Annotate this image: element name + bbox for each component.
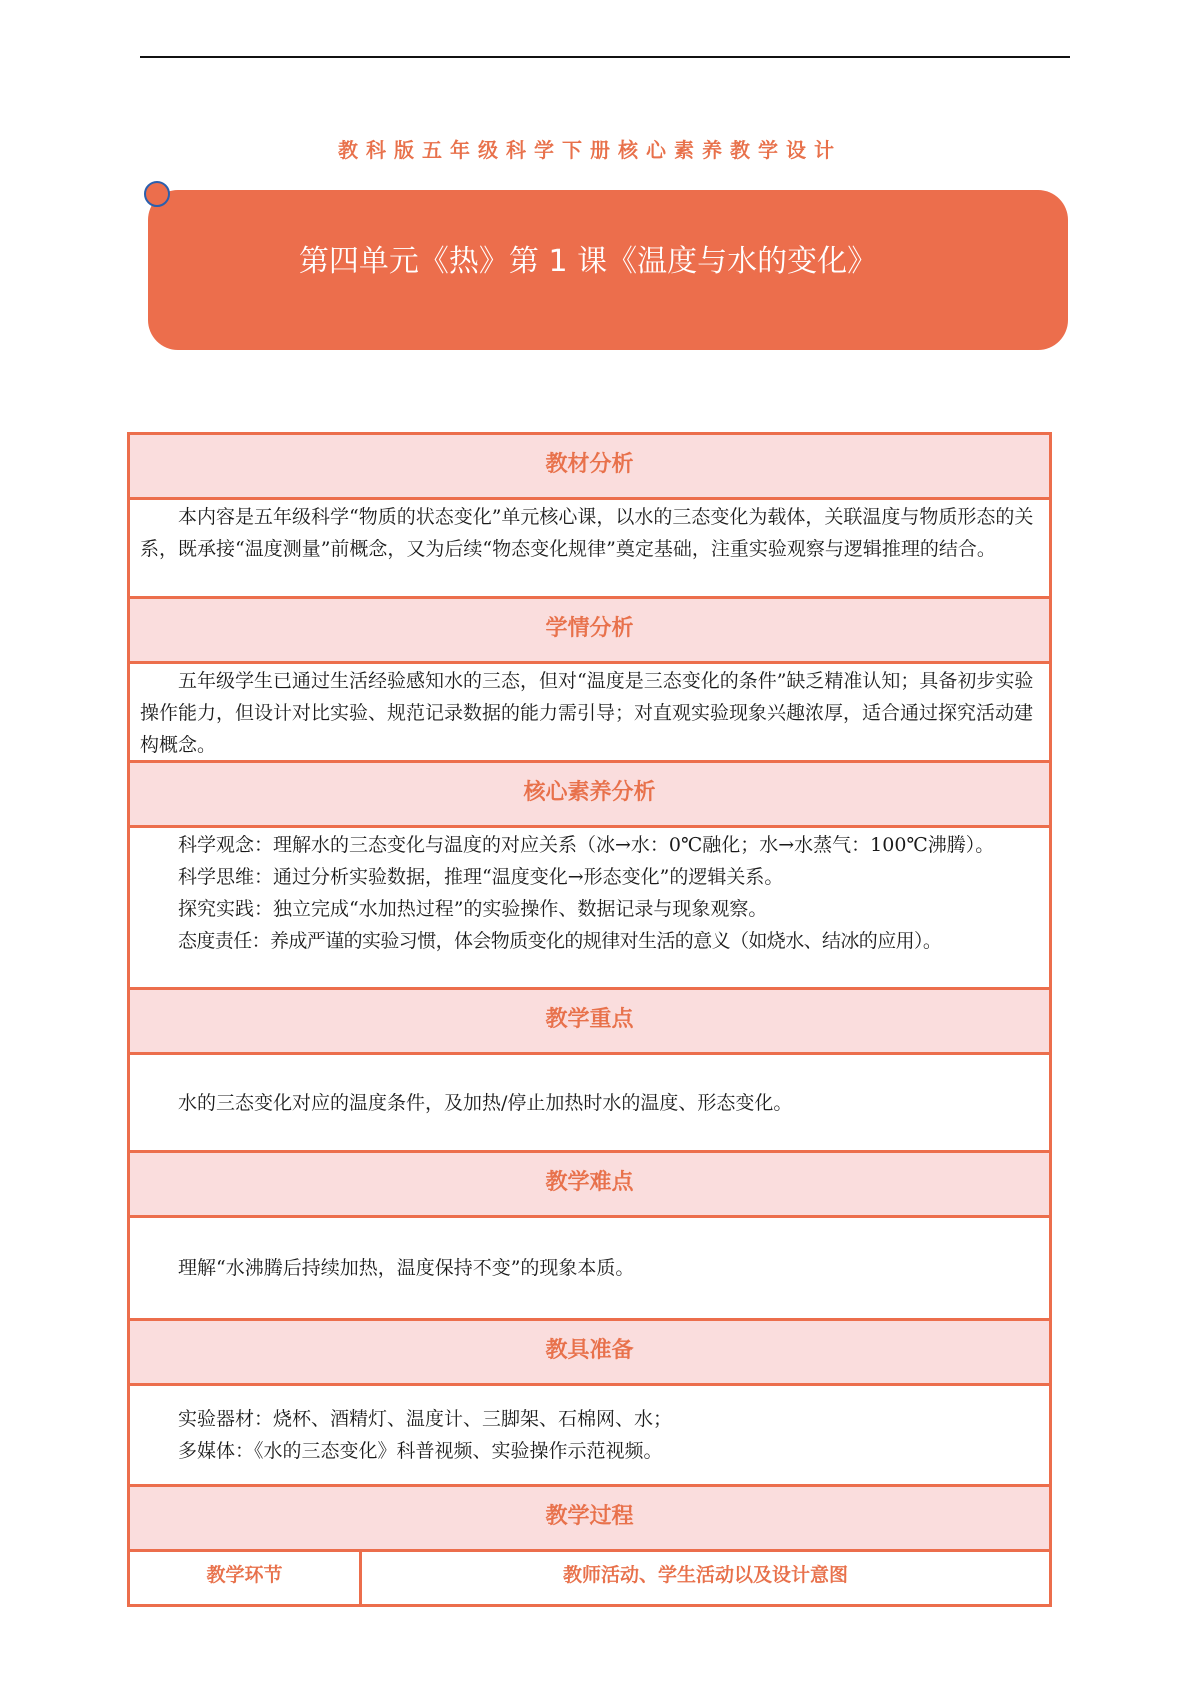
section-body-tools: [130, 1386, 1049, 1487]
top-rule: [140, 56, 1070, 58]
section-heading-tools: 教具准备: [130, 1321, 1049, 1386]
section-heading-literacy: 核心素养分析: [130, 763, 1049, 828]
paragraph: 科学观念：理解水的三态变化与温度的对应关系（冰→水：0℃融化；水→水蒸气：100℃沸腾）。: [178, 834, 995, 856]
banner-dot-decoration: [144, 181, 170, 207]
column-header-activities: 教师活动、学生活动以及设计意图: [562, 1564, 848, 1586]
section-body-difficulty: [130, 1218, 1049, 1321]
paragraph: 科学思维：通过分析实验数据，推理“温度变化→形态变化”的逻辑关系。: [178, 866, 784, 888]
lesson-plan-table: [127, 432, 1052, 1607]
lesson-title: 第四单元《热》第 1 课《温度与水的变化》: [298, 244, 878, 279]
section-body-students: [130, 664, 1049, 763]
paragraph: 本内容是五年级科学“物质的状态变化”单元核心课，以水的三态变化为载体，关联温度与物质形态的关系，既承接“温度测量”前概念，又为后续“物态变化规律”奠定基础，注重实验观察与逻辑推理的结合。: [140, 506, 1034, 560]
section-body-material: [130, 500, 1049, 599]
paragraph: 水的三态变化对应的温度条件，及加热/停止加热时水的温度、形态变化。: [178, 1091, 793, 1114]
paragraph: 探究实践：独立完成“水加热过程”的实验操作、数据记录与现象观察。: [178, 898, 768, 920]
column-header-stage: 教学环节: [130, 1552, 362, 1604]
section-heading-difficulty: 教学难点: [130, 1153, 1049, 1218]
paragraph: 五年级学生已通过生活经验感知水的三态，但对“温度是三态变化的条件”缺乏精准认知；具备初步实验操作能力，但设计对比实验、规范记录数据的能力需引导；对直观实验现象兴趣浓厚，适合通过探究活动建构概念。: [140, 670, 1034, 756]
section-body-literacy: [130, 828, 1049, 990]
document-header: 教科版五年级科学下册核心素养教学设计: [338, 138, 842, 162]
process-column-header-row: [130, 1552, 1049, 1604]
section-heading-material: 教材分析: [130, 435, 1049, 500]
section-heading-focus: 教学重点: [130, 990, 1049, 1055]
paragraph: 实验器材：烧杯、酒精灯、温度计、三脚架、石棉网、水；: [178, 1408, 673, 1430]
paragraph: 多媒体：《水的三态变化》科普视频、实验操作示范视频。: [178, 1440, 663, 1462]
section-heading-process: 教学过程: [130, 1487, 1049, 1552]
section-heading-students: 学情分析: [130, 599, 1049, 664]
paragraph: 态度责任：养成严谨的实验习惯，体会物质变化的规律对生活的意义（如烧水、结冰的应用）。: [178, 930, 942, 952]
section-body-focus: [130, 1055, 1049, 1153]
paragraph: 理解“水沸腾后持续加热，温度保持不变”的现象本质。: [178, 1257, 635, 1279]
